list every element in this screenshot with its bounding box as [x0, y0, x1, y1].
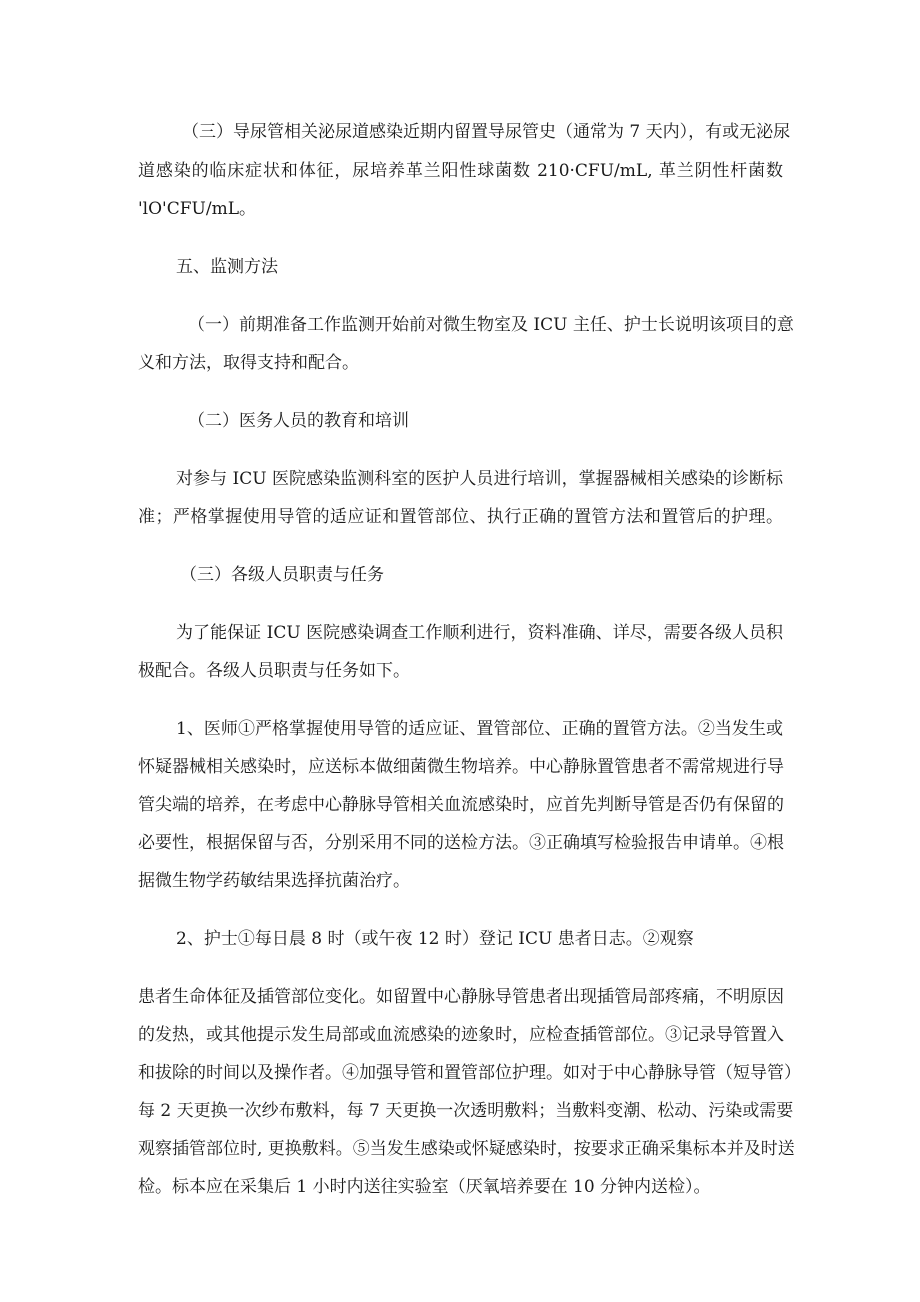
nurse-first-line: 2、护士①每日晨 8 时（或午夜 12 时）登记 ICU 患者日志。②观察 [176, 929, 694, 949]
item2-line-1: 对参与 ICU 医院感染监测科室的医护人员进行培训，掌握器械相关感染的诊断标 [176, 469, 783, 489]
doctor-line-1: 1、医师①严格掌握使用导管的适应证、置管部位、正确的置管方法。②当发生或 [176, 719, 783, 739]
nurse-line-1: 患者生命体征及插管部位变化。如留置中心静脉导管患者出现插管局部疼痛，不明原因 [138, 987, 784, 1007]
nurse-line-4: 每 2 天更换一次纱布敷料，每 7 天更换一次透明敷料；当敷料变潮、松动、污染或需要 [138, 1101, 794, 1121]
doctor-line-3: 管尖端的培养，在考虑中心静脉导管相关血流感染时，应首先判断导管是否仍有保留的 [138, 795, 784, 815]
item2-line-2: 准；严格掌握使用导管的适应证和置管部位、执行正确的置管方法和置管后的护理。 [138, 507, 783, 527]
urinary-line-3: 'lO'CFU/mL。 [138, 199, 256, 219]
doctor-line-4: 必要性，根据保留与否，分别采用不同的送检方法。③正确填写检验报告申请单。④根 [138, 833, 784, 853]
nurse-line-2: 的发热，或其他提示发生局部或血流感染的迹象时，应检查插管部位。③记录导管置入 [138, 1025, 784, 1045]
doctor-line-5: 据微生物学药敏结果选择抗菌治疗。 [138, 871, 410, 891]
nurse-line-6: 检。标本应在采集后 1 小时内送往实验室（厌氧培养要在 10 分钟内送检）。 [138, 1177, 711, 1197]
urinary-line-1: （三）导尿管相关泌尿道感染近期内留置导尿管史（通常为 7 天内），有或无泌尿 [182, 122, 791, 142]
item3-heading: （三）各级人员职责与任务 [180, 565, 384, 585]
nurse-line-3: 和拔除的时间以及操作者。④加强导管和置管部位护理。如对于中心静脉导管（短导管） [138, 1063, 801, 1083]
item3-line-1: 为了能保证 ICU 医院感染调查工作顺利进行，资料准确、详尽，需要各级人员积 [176, 623, 783, 643]
doctor-line-2: 怀疑器械相关感染时，应送标本做细菌微生物培养。中心静脉置管患者不需常规进行导 [138, 757, 784, 777]
item3-line-2: 极配合。各级人员职责与任务如下。 [138, 661, 410, 681]
item2-heading: （二）医务人员的教育和培训 [188, 411, 409, 431]
nurse-line-5: 观察插管部位时, 更换敷料。⑤当发生感染或怀疑感染时，按要求正确采集标本并及时送 [138, 1139, 795, 1159]
item1-line-2: 义和方法，取得支持和配合。 [138, 353, 359, 373]
urinary-line-2: 道感染的临床症状和体征，尿培养革兰阳性球菌数 210·CFU/mL, 革兰阴性杆菌数 [138, 161, 783, 181]
section5-heading: 五、监测方法 [176, 257, 278, 277]
item1-line-1: （一）前期准备工作监测开始前对微生物室及 ICU 主任、护士长说明该项目的意 [188, 315, 794, 335]
